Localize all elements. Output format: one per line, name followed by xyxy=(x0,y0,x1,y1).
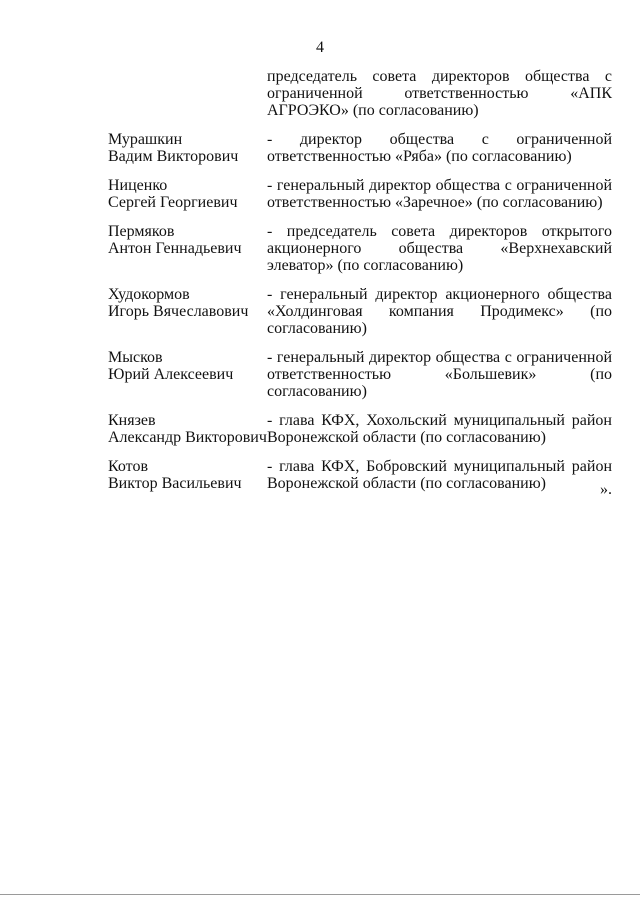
member-list xyxy=(108,131,612,504)
member-position: - глава КФХ, Бобровский муниципальный район Воронежской области (по согласованию) xyxy=(267,458,612,492)
member-position: - директор общества с ограниченной ответственностью «Ряба» (по согласованию) xyxy=(267,131,612,165)
member-given-names: Вадим Викторович xyxy=(108,148,239,165)
member-name xyxy=(108,177,267,211)
member-given-names: Игорь Вячеславович xyxy=(108,303,249,320)
member-surname: Мурашкин xyxy=(108,131,183,148)
page-number: 4 xyxy=(316,39,324,56)
member-given-names: Сергей Георгиевич xyxy=(108,194,238,211)
member-name xyxy=(108,131,267,165)
member-surname: Пермяков xyxy=(108,223,175,240)
member-name xyxy=(108,412,267,446)
intro-position-text: председатель совета директоров общества с ограниченной ответственностью «АПК АГРОЭКО» (по согласованию) xyxy=(267,68,612,119)
member-entry xyxy=(108,286,612,337)
closing-quote: ». xyxy=(600,481,612,498)
member-position: - председатель совета директоров открытого акционерного общества «Верхнехавский элеватор» (по согласованию) xyxy=(267,223,612,274)
member-given-names: Антон Геннадьевич xyxy=(108,240,242,257)
member-entry xyxy=(108,177,612,211)
member-surname: Мысков xyxy=(108,349,163,366)
member-given-names: Юрий Алексеевич xyxy=(108,366,234,383)
member-surname: Ниценко xyxy=(108,177,168,194)
member-name xyxy=(108,458,267,492)
member-entry xyxy=(108,458,612,492)
member-entry xyxy=(108,349,612,400)
member-surname: Худокормов xyxy=(108,286,190,303)
member-name xyxy=(108,286,267,337)
member-name xyxy=(108,349,267,400)
member-position: - генеральный директор акционерного общества «Холдинговая компания Продимекс» (по согласованию) xyxy=(267,286,612,337)
page-bottom-divider xyxy=(0,894,640,895)
member-position: - генеральный директор общества с ограниченной ответственностью «Заречное» (по согласованию) xyxy=(267,177,612,211)
member-entry xyxy=(108,131,612,165)
member-name xyxy=(108,223,267,274)
member-surname: Князев xyxy=(108,412,156,429)
member-position: - глава КФХ, Хохольский муниципальный район Воронежской области (по согласованию) xyxy=(267,412,612,446)
member-entry xyxy=(108,223,612,274)
member-position: - генеральный директор общества с ограниченной ответственностью «Большевик» (по согласованию) xyxy=(267,349,612,400)
member-entry xyxy=(108,412,612,446)
member-given-names: Александр Викторович xyxy=(108,429,267,446)
member-given-names: Виктор Васильевич xyxy=(108,475,242,492)
member-surname: Котов xyxy=(108,458,148,475)
